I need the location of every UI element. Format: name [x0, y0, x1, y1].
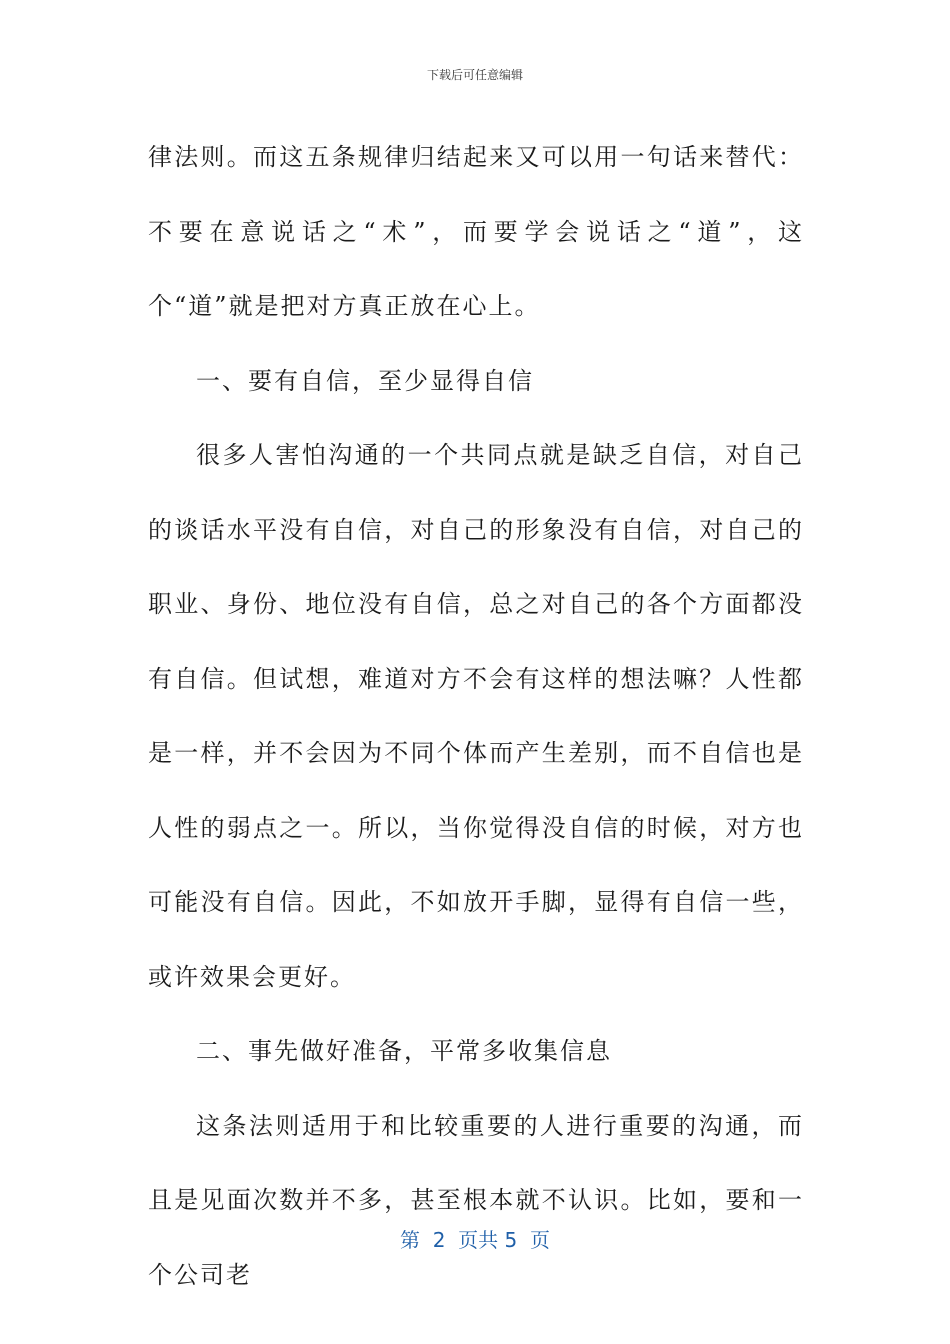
page-header: 下载后可任意编辑: [426, 68, 523, 82]
paragraph-continuation: 律法则。而这五条规律归结起来又可以用一句话来替代：不要在意说话之“术”，而要学会说话之“道”，这个“道”就是把对方真正放在心上。: [148, 143, 804, 320]
paragraph-confidence: 很多人害怕沟通的一个共同点就是缺乏自信，对自己的谈话水平没有自信，对自己的形象没有自信，对自己的职业、身份、地位没有自信，总之对自己的各个方面都没有自信。但试想，难道对方不会有这样的想法嘛？人性都是一样，并不会因为不同个体而产生差别，而不自信也是人性的弱点之一。所以，当你觉得没自信的时候，对方也可能没有自信。因此，不如放开手脚，显得有自信一些，或许效果会更好。: [148, 441, 804, 991]
document-body: [148, 120, 804, 1312]
paragraph-preparation: 这条法则适用于和比较重要的人进行重要的沟通，而且是见面次数并不多，甚至根本就不认识。比如，要和一个公司老: [148, 1111, 804, 1289]
page-number-footer: 第 2 页共 5 页: [400, 1228, 550, 1252]
section-heading-1: 一、要有自信，至少显得自信: [196, 366, 534, 395]
section-heading-2: 二、事先做好准备，平常多收集信息: [196, 1037, 612, 1065]
